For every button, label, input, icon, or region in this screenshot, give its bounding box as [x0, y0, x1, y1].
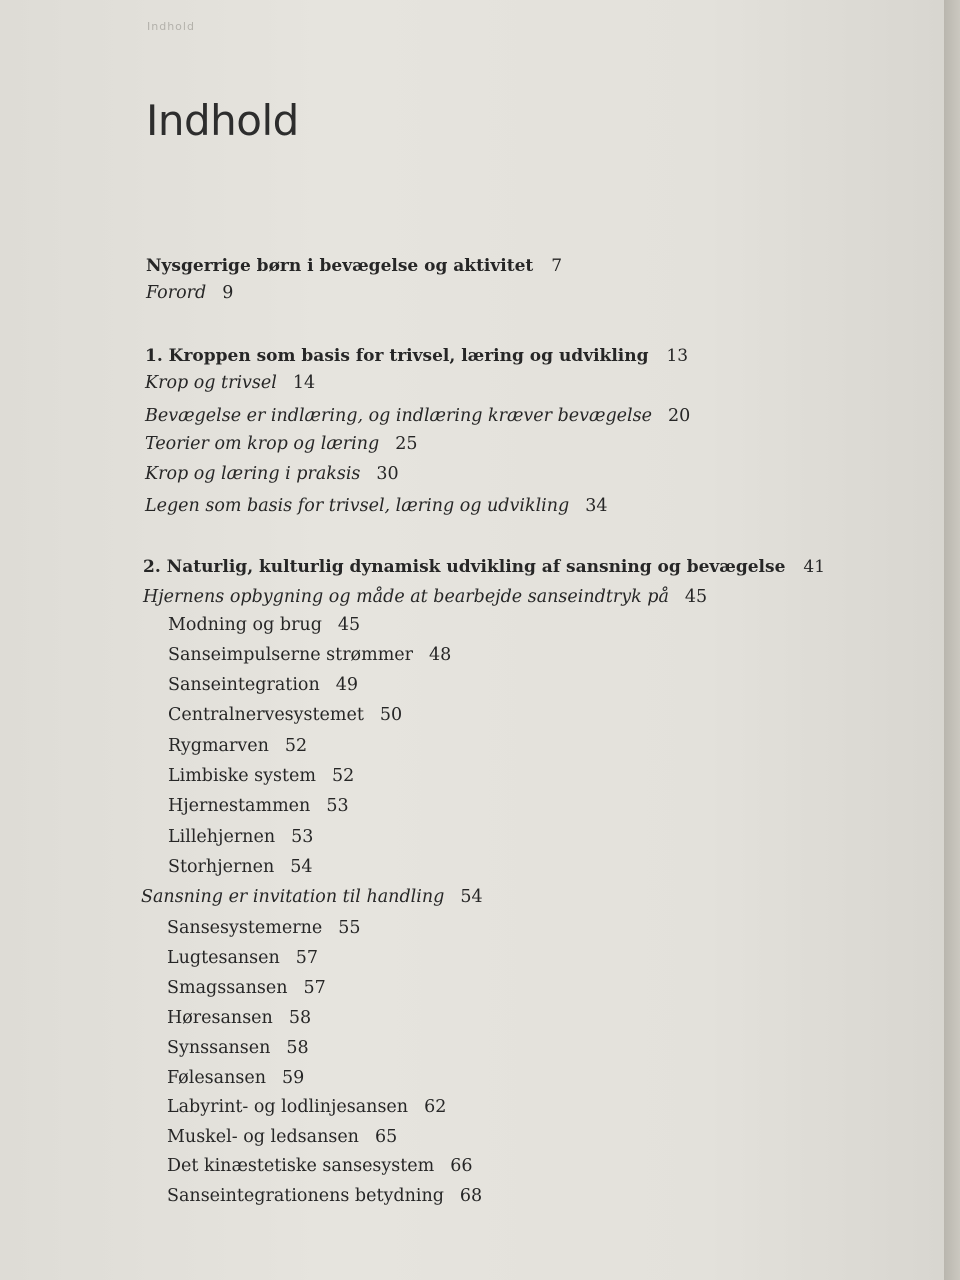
toc-entry-subsection: [168, 645, 451, 665]
toc-entry-page: 53: [326, 796, 349, 816]
toc-entry-subsection: [167, 1127, 397, 1147]
running-head: Indhold: [147, 20, 195, 33]
toc-entry-subsection: [167, 948, 318, 968]
toc-entry-subsection: [167, 918, 361, 938]
toc-entry-label: Smagssansen: [167, 978, 288, 998]
toc-entry-page: 25: [395, 434, 418, 454]
toc-entry-section: [145, 434, 417, 454]
toc-entry-label: 1. Kroppen som basis for trivsel, læring og udvikling: [145, 346, 649, 366]
toc-entry-label: Følesansen: [167, 1068, 266, 1088]
toc-entry-page: 13: [666, 346, 689, 366]
toc-entry-subsection: [168, 736, 307, 756]
toc-entry-subsection: [168, 615, 360, 635]
toc-entry-label: Bevægelse er indlæring, og indlæring kræver bevægelse: [145, 406, 652, 426]
toc-entry-subsection: [168, 827, 313, 847]
toc-entry-label: Synssansen: [167, 1038, 271, 1058]
toc-entry-label: Forord: [146, 283, 207, 303]
toc-entry-page: 34: [585, 496, 608, 516]
toc-entry-page: 52: [331, 766, 355, 786]
toc-entry-chapter: [145, 346, 688, 366]
toc-entry-label: Krop og trivsel: [145, 373, 277, 393]
toc-entry-page: 54: [290, 857, 313, 877]
toc-entry-page: 49: [335, 675, 359, 695]
toc-entry-page: 54: [460, 887, 483, 907]
toc-entry-label: Sansning er invitation til handling: [141, 887, 445, 907]
toc-entry-label: Det kinæstetiske sansesystem: [167, 1156, 435, 1176]
toc-entry-page: 58: [286, 1038, 309, 1058]
toc-entry-section: [146, 283, 233, 303]
toc-entry-label: Høresansen: [167, 1008, 273, 1028]
toc-entry-page: 65: [374, 1127, 398, 1147]
toc-entry-label: Muskel- og ledsansen: [167, 1127, 359, 1147]
toc-entry-chapter: [143, 557, 825, 577]
toc-entry-subsection: [168, 705, 402, 725]
toc-entry-section: [145, 464, 399, 484]
toc-entry-section: [141, 887, 483, 907]
toc-entry-label: Teorier om krop og læring: [145, 434, 380, 454]
toc-entry-label: Limbiske system: [168, 766, 316, 786]
toc-entry-label: Sanseintegration: [168, 675, 320, 695]
toc-entry-page: 20: [667, 406, 691, 426]
toc-entry-label: Modning og brug: [168, 615, 322, 635]
toc-entry-page: 48: [429, 645, 452, 665]
toc-entry-section: [145, 373, 315, 393]
toc-entry-page: 9: [222, 283, 234, 303]
toc-entry-subsection: [168, 675, 358, 695]
toc-entry-label: Rygmarven: [168, 736, 269, 756]
toc-entry-label: Nysgerrige børn i bevægelse og aktivitet: [146, 256, 534, 276]
toc-entry-page: 62: [424, 1097, 447, 1117]
toc-entry-page: 68: [459, 1186, 483, 1206]
toc-entry-page: 7: [551, 256, 563, 276]
toc-entry-page: 52: [284, 736, 308, 756]
toc-entry-label: Krop og læring i praksis: [145, 464, 361, 484]
toc-entry-section: [145, 496, 608, 516]
toc-entry-label: Centralnervesystemet: [168, 705, 364, 725]
toc-entry-page: 58: [288, 1008, 312, 1028]
toc-entry-label: Hjernens opbygning og måde at bearbejde sanseindtryk på: [143, 587, 669, 607]
toc-entry-subsection: [167, 1186, 482, 1206]
toc-entry-page: 14: [292, 373, 316, 393]
page-title: Indhold: [146, 96, 299, 145]
toc-entry-part: [146, 256, 562, 276]
toc-entry-section: [145, 406, 690, 426]
toc-entry-section: [143, 587, 707, 607]
toc-entry-page: 55: [338, 918, 361, 938]
toc-entry-page: 66: [450, 1156, 473, 1176]
toc-entry-label: Hjernestammen: [168, 796, 311, 816]
page-edge: [944, 0, 960, 1280]
toc-entry-subsection: [167, 1097, 446, 1117]
toc-entry-label: Sanseimpulserne strømmer: [168, 645, 414, 665]
toc-entry-subsection: [168, 796, 349, 816]
toc-entry-page: 50: [379, 705, 403, 725]
toc-entry-label: 2. Naturlig, kulturlig dynamisk udvikling af sansning og bevægelse: [143, 557, 786, 577]
toc-entry-subsection: [167, 1038, 309, 1058]
toc-entry-subsection: [167, 978, 326, 998]
toc-entry-subsection: [167, 1008, 311, 1028]
toc-entry-page: 45: [684, 587, 708, 607]
toc-entry-page: 57: [303, 978, 326, 998]
toc-entry-subsection: [167, 1068, 304, 1088]
toc-entry-subsection: [167, 1156, 473, 1176]
toc-entry-label: Storhjernen: [168, 857, 275, 877]
toc-entry-page: 45: [337, 615, 361, 635]
toc-entry-page: 57: [295, 948, 319, 968]
toc-entry-page: 41: [803, 557, 826, 577]
toc-entry-label: Legen som basis for trivsel, læring og udvikling: [145, 496, 570, 516]
toc-entry-label: Sansesystemerne: [167, 918, 323, 938]
toc-entry-page: 53: [291, 827, 314, 847]
toc-entry-subsection: [168, 857, 313, 877]
toc-entry-label: Sanseintegrationens betydning: [167, 1186, 444, 1206]
toc-entry-label: Lillehjernen: [168, 827, 276, 847]
toc-entry-label: Labyrint- og lodlinjesansen: [167, 1097, 409, 1117]
toc-entry-label: Lugtesansen: [167, 948, 280, 968]
toc-entry-page: 59: [281, 1068, 305, 1088]
toc-entry-page: 30: [376, 464, 399, 484]
toc-entry-subsection: [168, 766, 354, 786]
